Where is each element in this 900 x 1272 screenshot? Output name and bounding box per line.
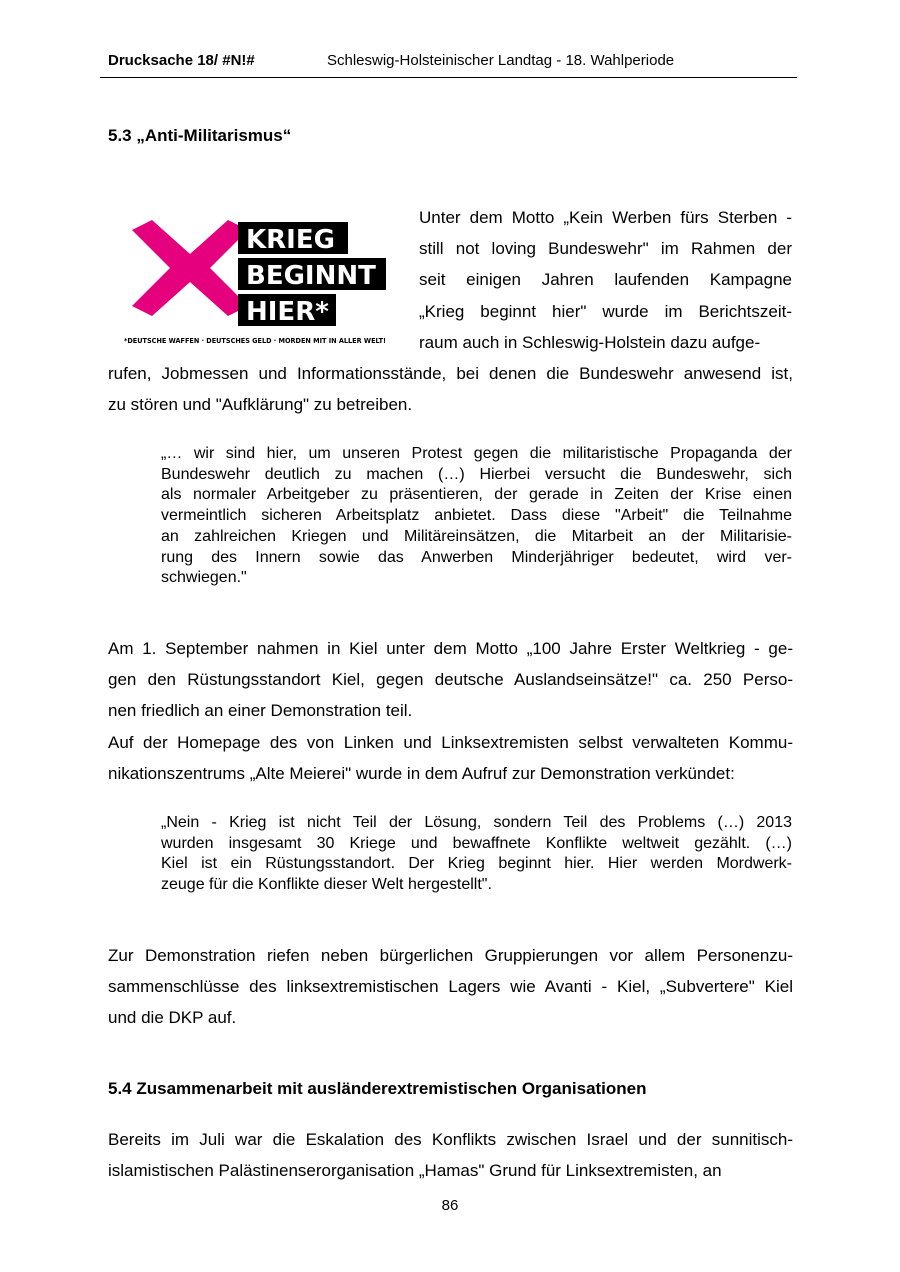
text-line: raum auch in Schleswig-Holstein dazu aufge-: [419, 332, 761, 352]
text-line: Bereits im Juli war die Eskalation des Konflikts zwischen Israel und der sunnitisch-: [108, 1130, 793, 1149]
text-line: nikationszentrums „Alte Meierei" wurde in dem Aufruf zur Demonstration verkündet:: [108, 763, 735, 783]
text-line: islamistischen Palästinenserorganisation „Hamas" Grund für Linksextremisten, an: [108, 1161, 722, 1181]
page-number: 86: [441, 1197, 459, 1214]
quote-line: „Nein - Krieg ist nicht Teil der Lösung, sondern Teil des Problems (…) 2013: [161, 814, 792, 831]
text-line: Unter dem Motto „Kein Werben fürs Sterben -: [419, 208, 792, 227]
text-line: seit einigen Jahren laufenden Kampagne: [419, 270, 792, 290]
paragraph-demonstration: [108, 633, 793, 789]
quote-line: zeuge für die Konflikte dieser Welt hergestellt".: [161, 876, 492, 894]
text-line: nen friedlich an einer Demonstration teil.: [108, 701, 413, 721]
page-header: [100, 52, 797, 78]
krieg-beginnt-hier-logo: [120, 218, 390, 348]
parliament-title: Schleswig-Holsteinischer Landtag - 18. Wahlperiode: [327, 52, 675, 69]
logo-line-3: HIER*: [246, 297, 329, 327]
quote-line: vermeintlich sicheren Arbeitsplatz anbietet. Dass diese "Arbeit" die Teilnahme: [161, 507, 792, 525]
text-line: still not loving Bundeswehr" im Rahmen der: [419, 239, 792, 259]
logo-line-1: KRIEG: [246, 225, 335, 255]
paragraph-organizers: [108, 940, 793, 1034]
logo-footnote: *DEUTSCHE WAFFEN · DEUTSCHES GELD · MORDEN MIT IN ALLER WELT!: [124, 337, 386, 345]
section-heading-5-4: 5.4 Zusammenarbeit mit ausländerextremistischen Organisationen: [108, 1079, 647, 1098]
pink-x-icon: [132, 220, 248, 316]
quote-line: schwiegen.": [161, 569, 247, 587]
text-line: sammenschlüsse des linksextremistischen Lagers wie Avanti - Kiel, „Subvertere" Kiel: [108, 977, 793, 997]
text-line: und die DKP auf.: [108, 1008, 237, 1028]
block-quote-2: [161, 813, 792, 896]
text-line: gen den Rüstungsstandort Kiel, gegen deutsche Auslandseinsätze!" ca. 250 Perso-: [108, 670, 793, 690]
quote-line: Kiel ist ein Rüstungsstandort. Der Krieg beginnt hier. Hier werden Mordwerk-: [161, 855, 792, 873]
logo-line-2: BEGINNT: [246, 261, 376, 291]
text-line: Am 1. September nahmen in Kiel unter dem Motto „100 Jahre Erster Weltkrieg - ge-: [108, 639, 793, 658]
document-number: Drucksache 18/ #N!#: [108, 52, 255, 69]
quote-line: wurden insgesamt 30 Kriege und bewaffnete Konflikte weltweit gezählt. (…): [161, 834, 792, 852]
quote-line: „… wir sind hier, um unseren Protest gegen die militaristische Propaganda der: [161, 445, 792, 462]
quote-line: als normaler Arbeitgeber zu präsentieren, der gerade in Zeiten der Krise einen: [161, 486, 792, 504]
intro-paragraph-continued: [108, 358, 793, 420]
intro-paragraph-wrap: [419, 202, 792, 358]
quote-line: an zahlreichen Kriegen und Militäreinsätzen, die Mitarbeit an der Militarisie-: [161, 527, 792, 545]
text-line: „Krieg beginnt hier" wurde im Berichtszeit-: [419, 301, 792, 321]
text-line: zu stören und "Aufklärung" zu betreiben.: [108, 395, 413, 415]
text-line: Zur Demonstration riefen neben bürgerlichen Gruppierungen vor allem Personenzu-: [108, 946, 793, 965]
quote-line: Bundeswehr deutlich zu machen (…) Hierbei versucht die Bundeswehr, sich: [161, 465, 792, 483]
quote-line: rung des Innern sowie das Anwerben Minderjähriger bedeutet, wird ver-: [161, 548, 792, 566]
block-quote-1: [161, 444, 792, 589]
paragraph-section-5-4: [108, 1124, 793, 1186]
text-line: Auf der Homepage des von Linken und Linksextremisten selbst verwalteten Kommu-: [108, 732, 793, 752]
text-line: rufen, Jobmessen und Informationsstände, bei denen die Bundeswehr anwesend ist,: [108, 364, 793, 383]
section-heading-5-3: 5.3 „Anti-Militarismus“: [108, 126, 292, 145]
